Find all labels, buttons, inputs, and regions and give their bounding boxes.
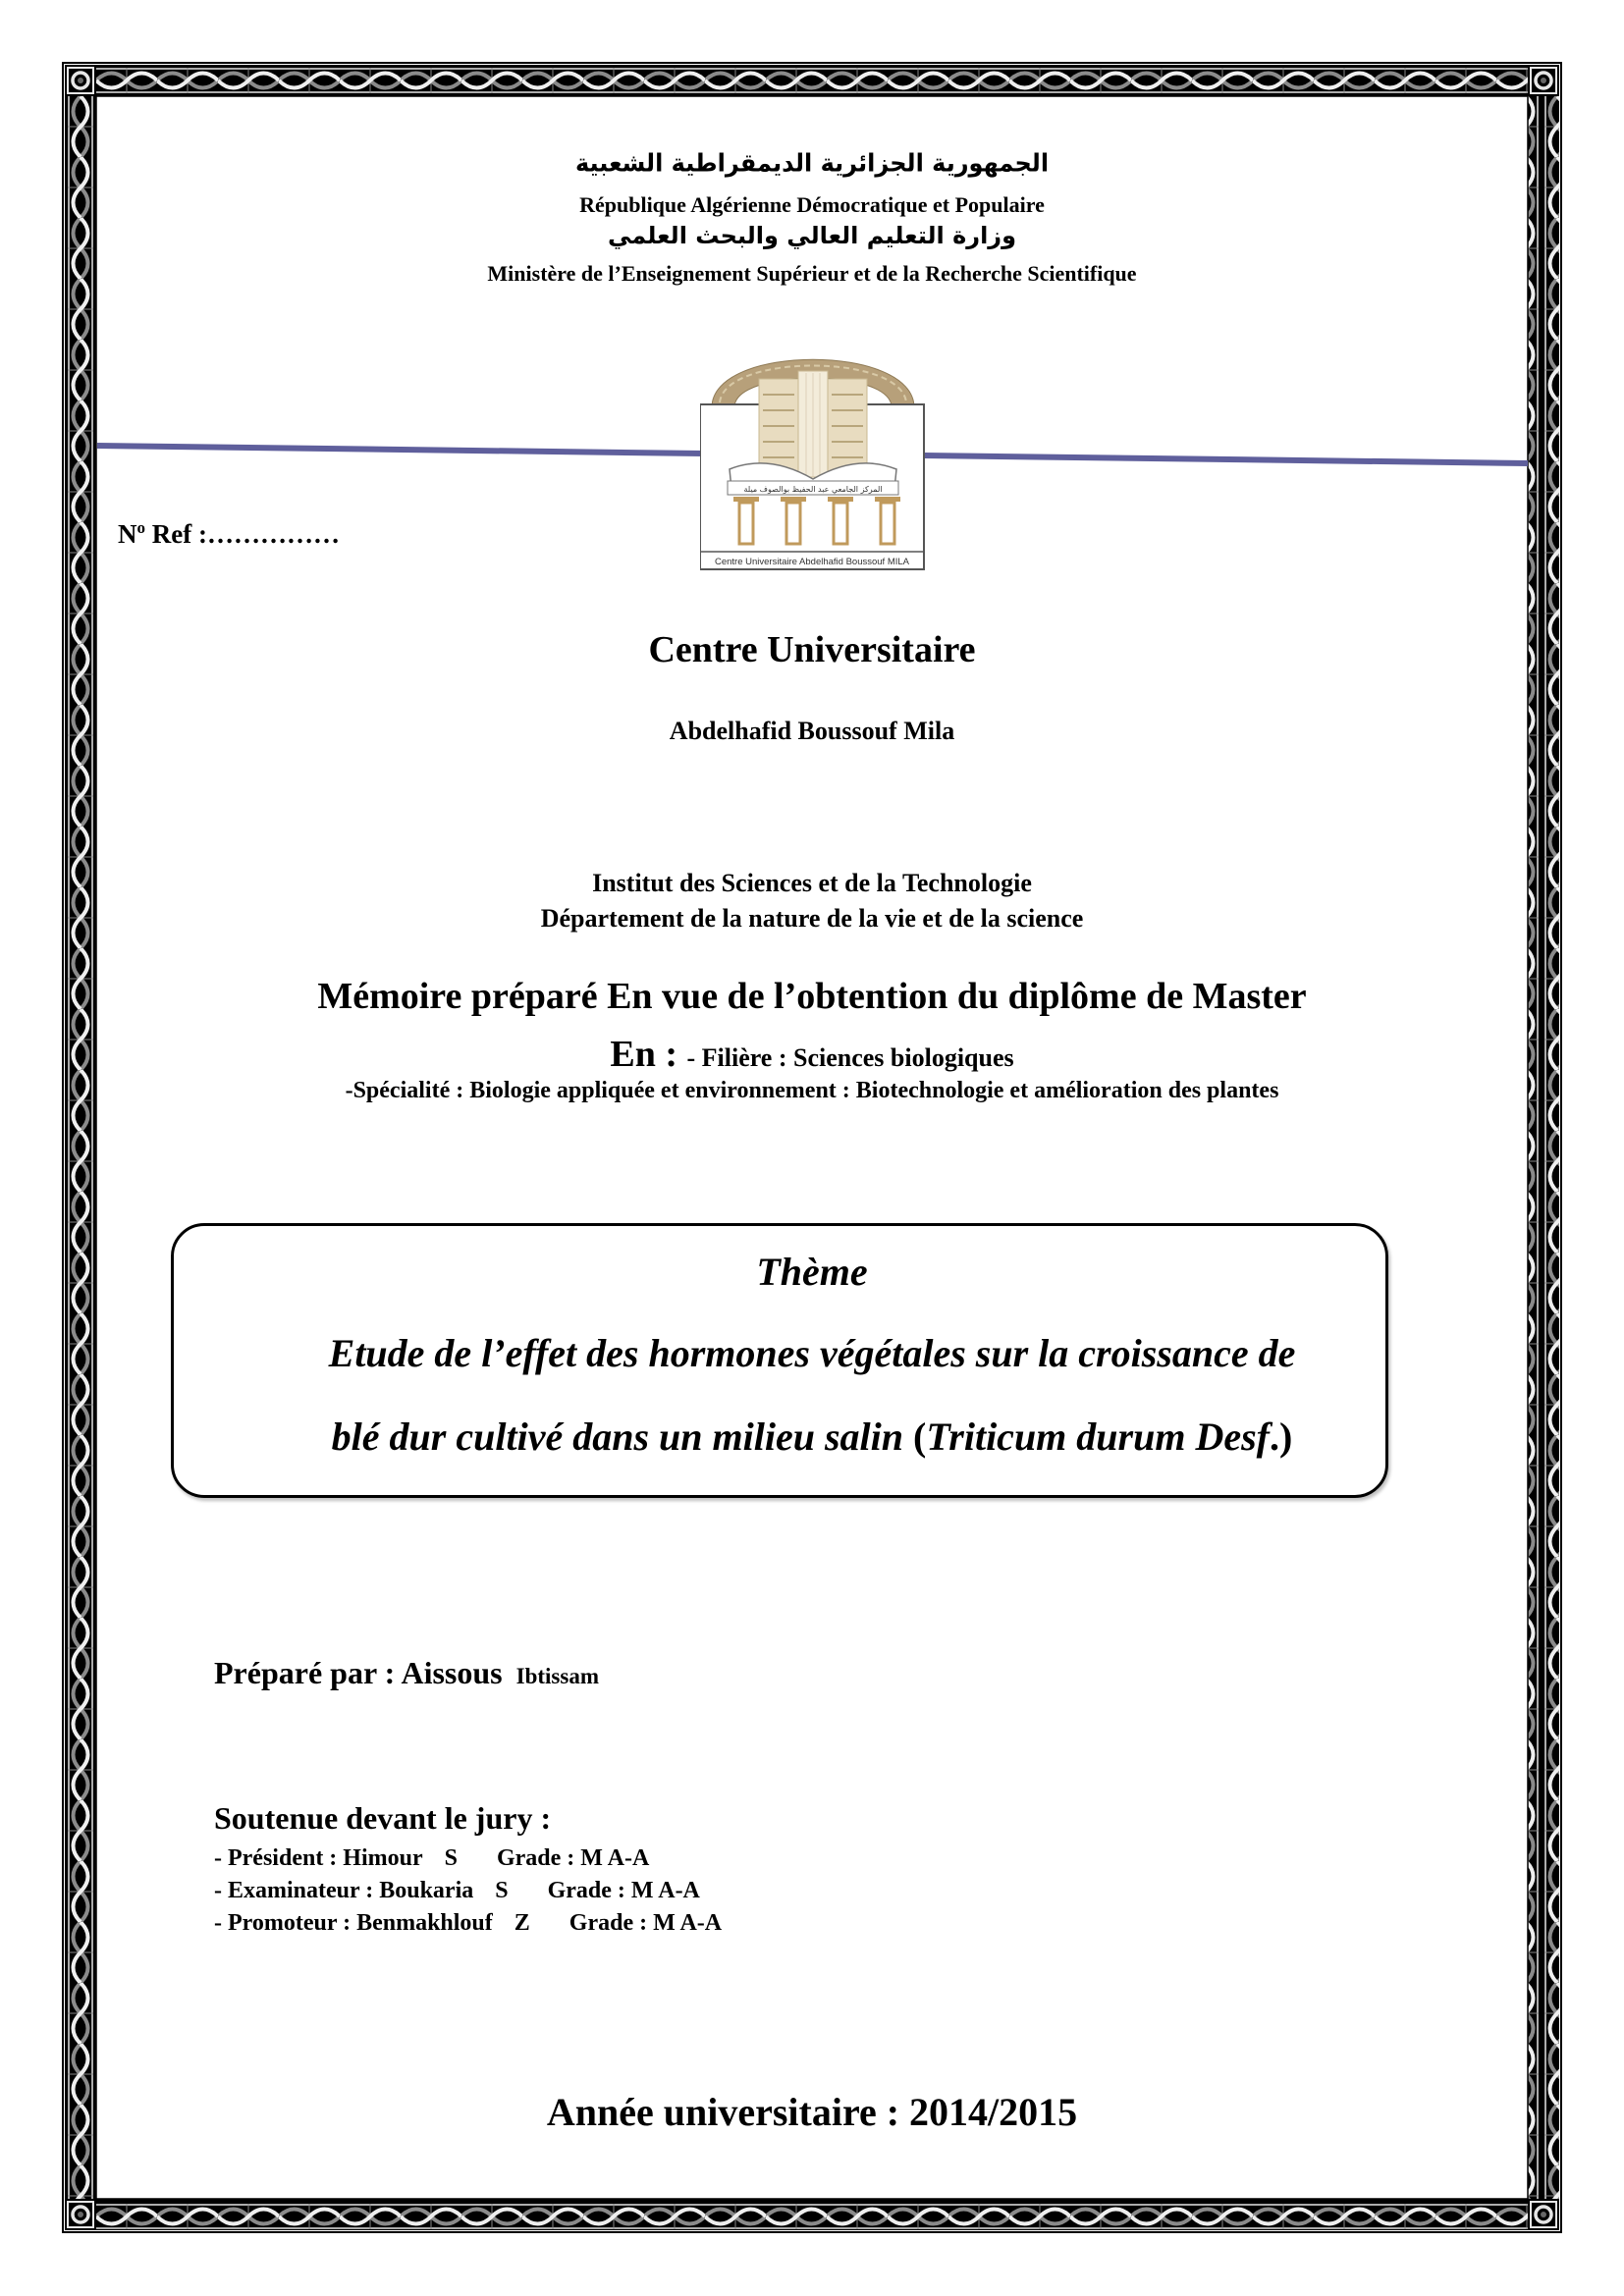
filiere-line: [0, 1033, 1624, 1076]
jury-grade: Grade : M A-A: [496, 1845, 650, 1871]
jury-initial: S: [495, 1878, 509, 1903]
border-bottom: [96, 2199, 1528, 2230]
jury-initial: S: [444, 1845, 458, 1871]
republic-arabic: الجمهورية الجزائرية الديمقراطية الشعبية: [574, 148, 1050, 178]
en-label: En :: [610, 1034, 687, 1075]
author-first-name: Ibtissam: [515, 1664, 599, 1688]
institution-name: Centre Universitaire: [648, 629, 976, 670]
jury-member: [214, 1845, 649, 1872]
jury-title: Soutenue devant le jury :: [214, 1800, 552, 1836]
logo-arabic-caption: المركز الجامعي عبد الحفيظ بوالصوف ميلة: [743, 485, 883, 494]
ref-label: Ref :……………: [145, 519, 340, 549]
reference-number: [118, 518, 340, 550]
theme-label: Thème: [756, 1250, 868, 1294]
header-rule-right: [924, 455, 1528, 463]
theme-title-line-2: [0, 1414, 1624, 1460]
degree-title: Mémoire préparé En vue de l’obtention du diplôme de Master: [317, 976, 1307, 1017]
jury-role: - Examinateur : Boukaria: [214, 1878, 474, 1903]
jury-grade: Grade : M A-A: [547, 1878, 700, 1903]
border-right: [1528, 96, 1559, 2199]
jury-grade: Grade : M A-A: [568, 1910, 723, 1936]
paren-close: .): [1270, 1415, 1293, 1459]
academic-year: Année universitaire : 2014/2015: [546, 2090, 1078, 2134]
ref-superscript: o: [136, 518, 145, 537]
border-left: [65, 96, 96, 2199]
jury-role: - Promoteur : Benmakhlouf: [214, 1910, 493, 1936]
theme-title-line-1: Etude de l’effet des hormones végétales sur la croissance de: [328, 1331, 1296, 1375]
jury-member: [214, 1910, 722, 1937]
specialite: -Spécialité : Biologie appliquée et environnement : Biotechnologie et amélioration des plantes: [345, 1078, 1279, 1103]
ministry-arabic: وزارة التعليم العالي والبحث العلمي: [607, 222, 1017, 249]
institute-name: Institut des Sciences et de la Technologie: [592, 869, 1032, 897]
jury-role: - Président : Himour: [214, 1845, 423, 1871]
department-name: Département de la nature de la vie et de la science: [540, 904, 1084, 933]
ref-prefix: N: [118, 519, 137, 549]
ministry-french: Ministère de l’Enseignement Supérieur et de la Recherche Scientifique: [487, 261, 1137, 286]
university-logo: [700, 324, 926, 571]
prepared-by: [214, 1655, 599, 1691]
jury-initial: Z: [514, 1910, 530, 1936]
filiere: - Filière : Sciences biologiques: [686, 1043, 1014, 1072]
header-rule-left: [97, 446, 703, 454]
author-label: Préparé par : Aissous: [214, 1655, 503, 1690]
institution-subname: Abdelhafid Boussouf Mila: [669, 717, 955, 745]
species-name: Triticum durum Desf: [926, 1415, 1270, 1459]
logo-caption: Centre Universitaire Abdelhafid Boussouf MILA: [714, 557, 910, 567]
theme-line2-text: blé dur cultivé dans un milieu salin: [331, 1415, 913, 1459]
paren-open: (: [913, 1415, 927, 1459]
republic-french: République Algérienne Démocratique et Populaire: [579, 192, 1045, 217]
jury-member: [214, 1878, 700, 1904]
border-top: [96, 65, 1528, 96]
